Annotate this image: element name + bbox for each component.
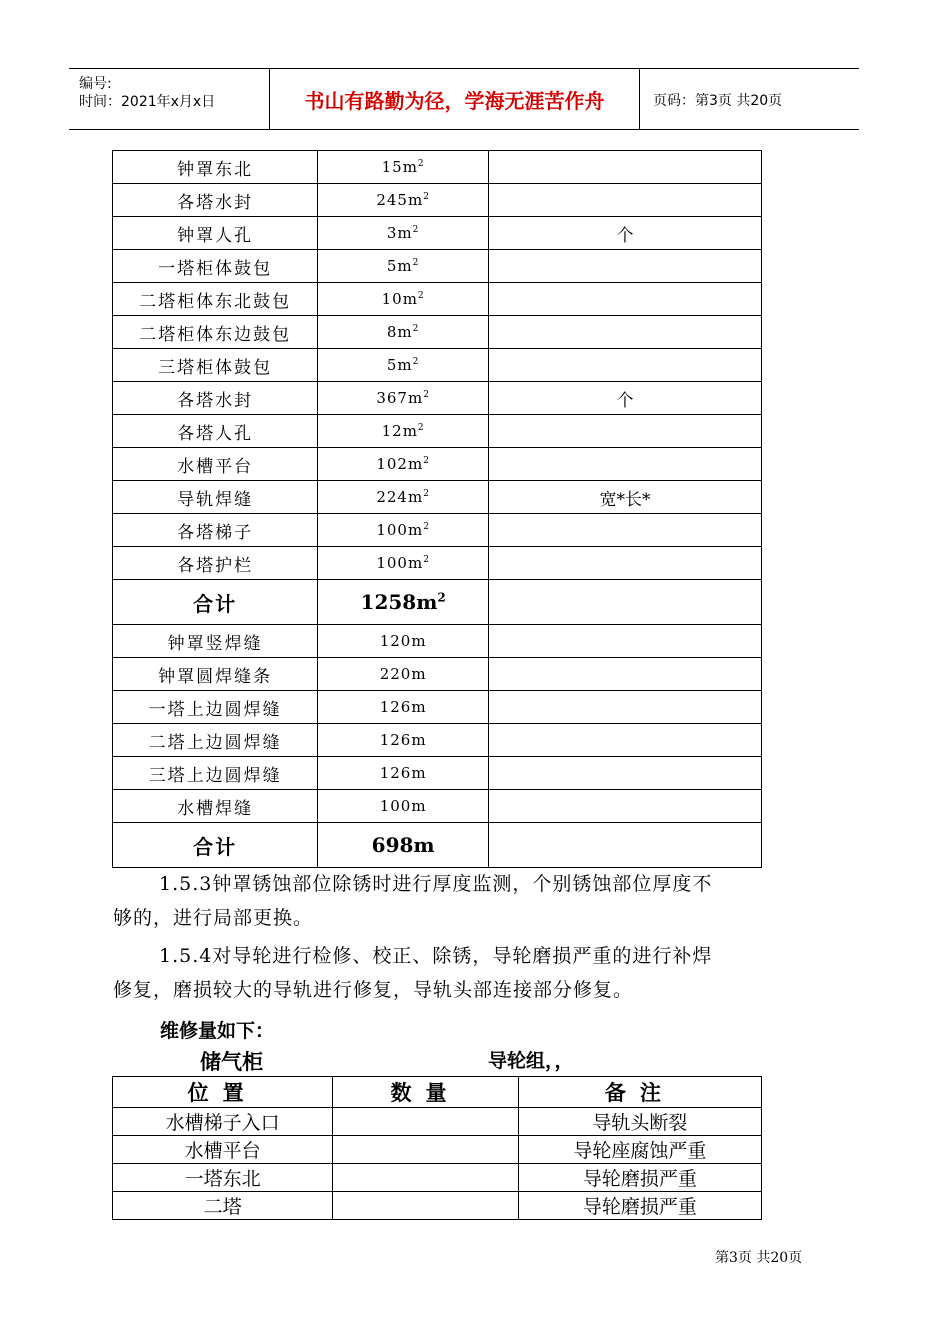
item-value-text: 126m <box>379 731 427 749</box>
item-value <box>318 250 489 283</box>
table-row <box>113 382 762 415</box>
unit-superscript: 2 <box>412 324 420 334</box>
item-name: 钟罩东北 <box>113 151 318 184</box>
item-value-text: 1258m <box>360 590 438 614</box>
item-value <box>318 625 489 658</box>
note-cell: 导轮磨损严重 <box>518 1192 761 1220</box>
unit-superscript: 2 <box>417 423 425 433</box>
item-value <box>318 547 489 580</box>
location-cell: 一塔东北 <box>113 1164 333 1192</box>
item-note <box>488 514 761 547</box>
item-name: 合计 <box>113 823 318 868</box>
item-name: 钟罩人孔 <box>113 217 318 250</box>
item-name: 一塔柜体鼓包 <box>113 250 318 283</box>
item-note: 个 <box>488 382 761 415</box>
paragraph-line: 1.5.4对导轮进行检修、校正、除锈，导轮磨损严重的进行补焊 <box>159 945 713 967</box>
item-name: 钟罩圆焊缝条 <box>113 658 318 691</box>
item-value <box>318 658 489 691</box>
item-value-text: 8m <box>386 323 413 341</box>
item-note <box>488 823 761 868</box>
item-note <box>488 547 761 580</box>
table-total-row <box>113 823 762 868</box>
unit-superscript: 2 <box>437 590 446 605</box>
table-row <box>113 625 762 658</box>
item-name: 各塔水封 <box>113 184 318 217</box>
unit-superscript: 2 <box>412 357 420 367</box>
item-name: 一塔上边圆焊缝 <box>113 691 318 724</box>
item-value <box>318 724 489 757</box>
table-row <box>113 316 762 349</box>
gas-holder-title: 储气柜 <box>200 1050 263 1074</box>
table-row <box>113 658 762 691</box>
item-value-text: 12m <box>381 422 418 440</box>
unit-superscript: 2 <box>412 225 420 235</box>
item-value-text: 5m <box>386 257 413 275</box>
item-note <box>488 184 761 217</box>
table-row <box>113 1164 762 1192</box>
table-row <box>113 448 762 481</box>
table-row <box>113 250 762 283</box>
table-row <box>113 514 762 547</box>
item-value <box>318 151 489 184</box>
item-name: 钟罩竖焊缝 <box>113 625 318 658</box>
item-note <box>488 757 761 790</box>
item-value-text: 100m <box>376 521 424 539</box>
unit-superscript: 2 <box>417 291 425 301</box>
paragraph-line: 够的，进行局部更换。 <box>113 907 314 929</box>
item-value-text: 698m <box>371 833 435 857</box>
item-value <box>318 283 489 316</box>
item-value <box>318 823 489 868</box>
item-value-text: 100m <box>376 554 424 572</box>
quantity-cell <box>333 1136 518 1164</box>
paragraph-1-5-4 <box>113 939 773 1007</box>
table-row <box>113 184 762 217</box>
unit-superscript: 2 <box>423 522 430 532</box>
item-name: 各塔护栏 <box>113 547 318 580</box>
header-meta <box>69 69 270 129</box>
item-value-text: 126m <box>379 698 427 716</box>
item-name: 三塔柜体鼓包 <box>113 349 318 382</box>
item-name: 导轨焊缝 <box>113 481 318 514</box>
paragraph-line: 修复，磨损较大的导轨进行修复，导轨头部连接部分修复。 <box>113 979 634 1001</box>
header-page-number: 页码：第3页 共20页 <box>653 93 783 109</box>
quantity-cell <box>333 1164 518 1192</box>
repair-quantity-table <box>112 1076 762 1220</box>
location-cell: 水槽梯子入口 <box>113 1108 333 1136</box>
table-row <box>113 151 762 184</box>
table-row <box>113 415 762 448</box>
repair-area-table-body <box>113 151 762 868</box>
item-name: 各塔人孔 <box>113 415 318 448</box>
table-row <box>113 481 762 514</box>
item-value-text: 10m <box>381 290 418 308</box>
item-value-text: 120m <box>379 632 427 650</box>
table-row <box>113 1108 762 1136</box>
item-note <box>488 790 761 823</box>
footer-page-number: 第3页 共20页 <box>715 1250 803 1266</box>
item-value-text: 367m <box>376 389 424 407</box>
location-cell: 二塔 <box>113 1192 333 1220</box>
item-name: 各塔水封 <box>113 382 318 415</box>
item-note <box>488 724 761 757</box>
code-label: 编号: <box>79 76 112 92</box>
paragraph-line: 1.5.3钟罩锈蚀部位除锈时进行厚度监测，个别锈蚀部位厚度不 <box>159 873 713 895</box>
unit-superscript: 2 <box>423 192 430 202</box>
item-note <box>488 283 761 316</box>
item-value-text: 15m <box>381 158 418 176</box>
item-value-text: 102m <box>376 455 424 473</box>
item-value-text: 224m <box>376 488 424 506</box>
item-value <box>318 382 489 415</box>
item-value <box>318 349 489 382</box>
column-header: 数量 <box>333 1077 518 1108</box>
item-value <box>318 691 489 724</box>
item-value-text: 100m <box>379 797 427 815</box>
item-note <box>488 448 761 481</box>
item-note: 个 <box>488 217 761 250</box>
item-value-text: 3m <box>386 224 413 242</box>
table-row <box>113 691 762 724</box>
item-name: 二塔柜体东边鼓包 <box>113 316 318 349</box>
item-value <box>318 757 489 790</box>
quantity-cell <box>333 1108 518 1136</box>
repair-area-table <box>112 150 762 868</box>
table-row <box>113 1136 762 1164</box>
item-value <box>318 217 489 250</box>
table-row <box>113 757 762 790</box>
item-note <box>488 415 761 448</box>
header-motto: 书山有路勤为径，学海无涯苦作舟 <box>270 69 640 129</box>
item-value-text: 245m <box>376 191 424 209</box>
item-name: 水槽平台 <box>113 448 318 481</box>
item-note <box>488 691 761 724</box>
column-header: 备注 <box>518 1077 761 1108</box>
item-name: 各塔梯子 <box>113 514 318 547</box>
table-header-row <box>113 1077 762 1108</box>
item-value <box>318 580 489 625</box>
note-cell: 导轨头断裂 <box>518 1108 761 1136</box>
note-cell: 导轮座腐蚀严重 <box>518 1136 761 1164</box>
location-cell: 水槽平台 <box>113 1136 333 1164</box>
item-name: 合计 <box>113 580 318 625</box>
table-row <box>113 547 762 580</box>
item-note <box>488 349 761 382</box>
unit-superscript: 2 <box>423 456 430 466</box>
column-header: 位置 <box>113 1077 333 1108</box>
item-value-text: 220m <box>379 665 427 683</box>
item-value <box>318 415 489 448</box>
item-name: 二塔柜体东北鼓包 <box>113 283 318 316</box>
page-header <box>69 68 859 130</box>
table-row <box>113 217 762 250</box>
item-value-text: 126m <box>379 764 427 782</box>
table-row <box>113 1192 762 1220</box>
item-note <box>488 580 761 625</box>
quantity-cell <box>333 1192 518 1220</box>
unit-superscript: 2 <box>423 390 430 400</box>
table-row <box>113 724 762 757</box>
item-value <box>318 514 489 547</box>
unit-superscript: 2 <box>423 489 430 499</box>
unit-superscript: 2 <box>412 258 420 268</box>
time-text: 时间：2021年x月x日 <box>79 94 216 110</box>
guide-wheel-title: 导轮组，， <box>488 1050 574 1072</box>
item-name: 水槽焊缝 <box>113 790 318 823</box>
table-row <box>113 349 762 382</box>
paragraph-1-5-3 <box>113 867 773 935</box>
item-name: 三塔上边圆焊缝 <box>113 757 318 790</box>
item-note <box>488 151 761 184</box>
item-value <box>318 481 489 514</box>
item-note <box>488 625 761 658</box>
item-value <box>318 790 489 823</box>
unit-superscript: 2 <box>417 159 425 169</box>
item-name: 二塔上边圆焊缝 <box>113 724 318 757</box>
unit-superscript: 2 <box>423 555 430 565</box>
note-cell: 导轮磨损严重 <box>518 1164 761 1192</box>
item-note: 宽*长* <box>488 481 761 514</box>
repair-heading: 维修量如下： <box>160 1020 275 1042</box>
item-note <box>488 250 761 283</box>
item-value <box>318 184 489 217</box>
table-row <box>113 790 762 823</box>
item-value-text: 5m <box>386 356 413 374</box>
item-value <box>318 316 489 349</box>
repair-quantity-table-body <box>113 1077 762 1220</box>
item-note <box>488 316 761 349</box>
table-total-row <box>113 580 762 625</box>
table-row <box>113 283 762 316</box>
item-note <box>488 658 761 691</box>
item-value <box>318 448 489 481</box>
